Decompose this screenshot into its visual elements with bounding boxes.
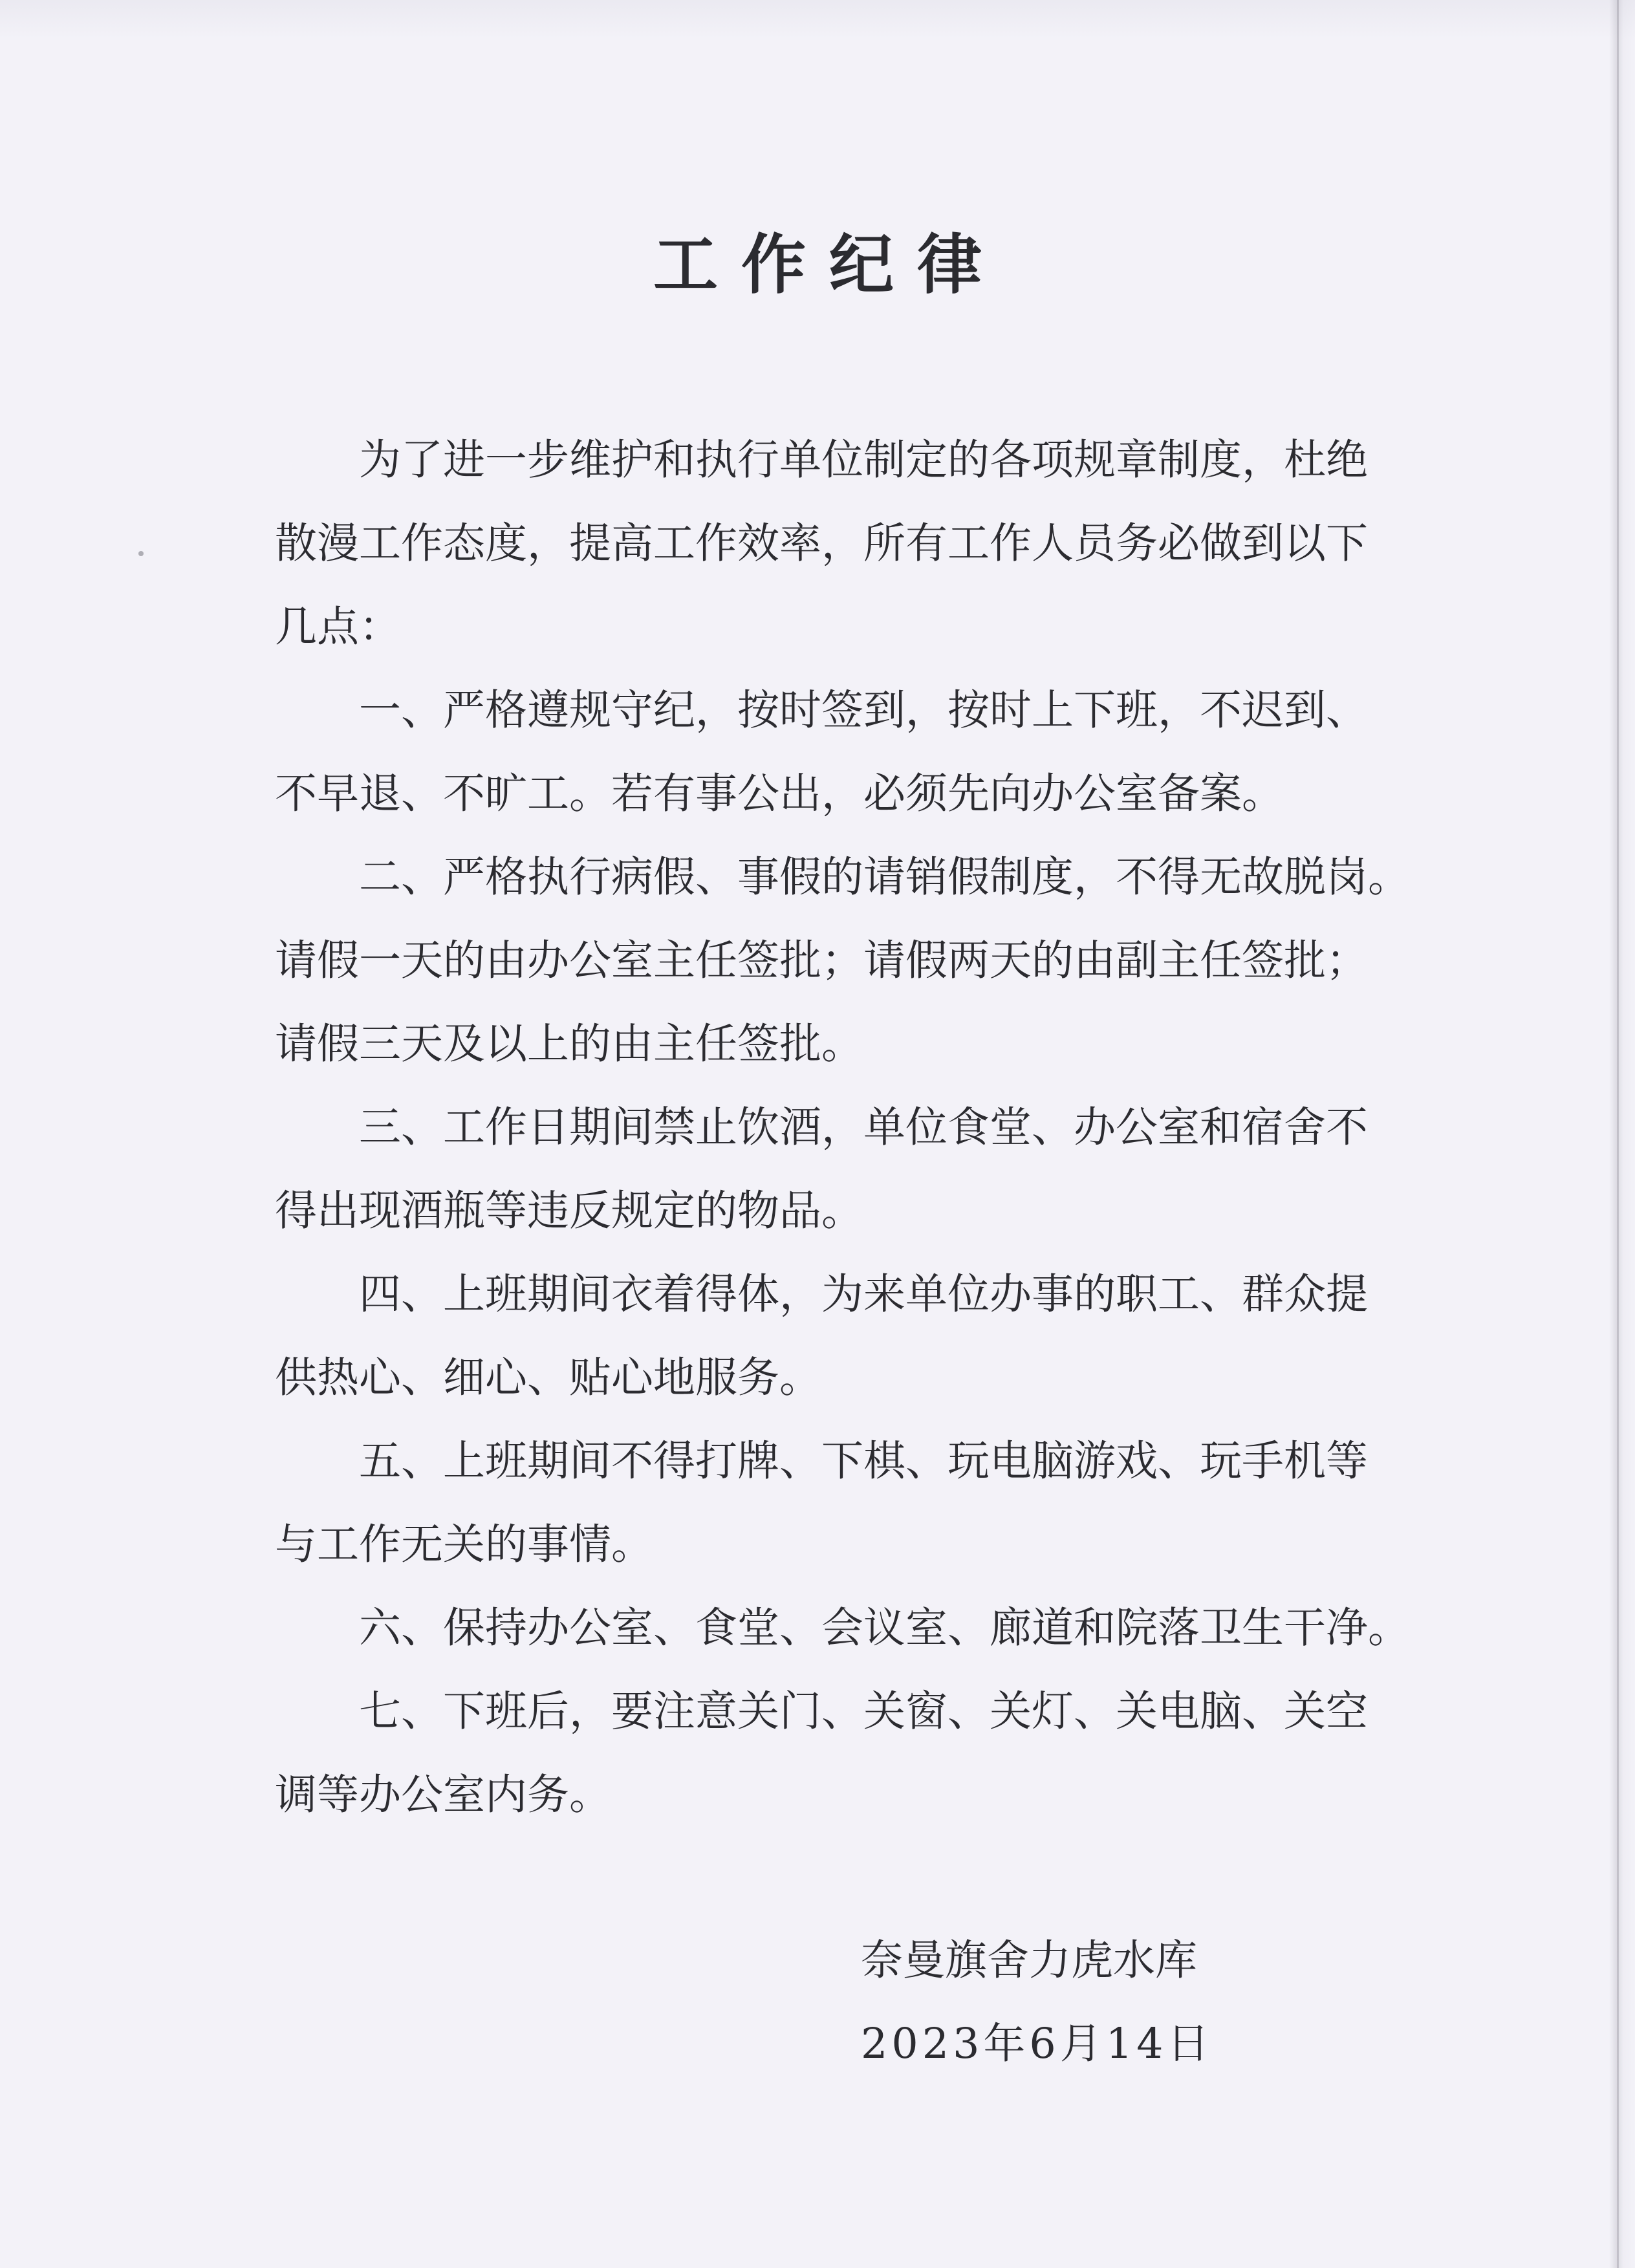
document-body — [275, 418, 1410, 1837]
rule-2-line-1: 二、严格执行病假、事假的请销假制度，不得无故脱岗。 — [359, 853, 1411, 902]
rule-5-line-2: 与工作无关的事情。 — [275, 1520, 654, 1569]
rule-2-line-2: 请假一天的由办公室主任签批；请假两天的由副主任签批； — [275, 936, 1369, 985]
rule-4-line-2: 供热心、细心、贴心地服务。 — [275, 1354, 822, 1402]
rule-4-line-1: 四、上班期间衣着得体，为来单位办事的职工、群众提 — [359, 1270, 1369, 1319]
intro-line-2: 散漫工作态度，提高工作效率，所有工作人员务必做到以下 — [275, 519, 1369, 568]
signature-date: 2023年6月14日 — [861, 2020, 1213, 2068]
rule-1-line-1: 一、严格遵规守纪，按时签到，按时上下班，不迟到、 — [359, 686, 1369, 735]
scan-speck — [138, 551, 144, 556]
rule-7-line-1: 七、下班后，要注意关门、关窗、关灯、关电脑、关空 — [359, 1687, 1369, 1736]
signature-organization: 奈曼旗舍力虎水库 — [861, 1936, 1198, 1985]
scan-edge-shadow — [1617, 0, 1619, 2268]
signature-block — [861, 1919, 1213, 2086]
rule-5-line-1: 五、上班期间不得打牌、下棋、玩电脑游戏、玩手机等 — [359, 1437, 1369, 1485]
rule-2-line-3: 请假三天及以上的由主任签批。 — [275, 1020, 864, 1068]
rule-6-line-1: 六、保持办公室、食堂、会议室、廊道和院落卫生干净。 — [359, 1604, 1411, 1652]
rule-7-line-2: 调等办公室内务。 — [275, 1771, 612, 1819]
document-title: 工作纪律 — [653, 226, 1005, 303]
rule-3-line-1: 三、工作日期间禁止饮酒，单位食堂、办公室和宿舍不 — [359, 1103, 1369, 1152]
rule-3-line-2: 得出现酒瓶等违反规定的物品。 — [275, 1187, 864, 1235]
intro-line-1: 为了进一步维护和执行单位制定的各项规章制度，杜绝 — [359, 436, 1369, 484]
intro-line-3: 几点： — [275, 603, 402, 651]
rule-1-line-2: 不早退、不旷工。若有事公出，必须先向办公室备案。 — [275, 770, 1284, 818]
